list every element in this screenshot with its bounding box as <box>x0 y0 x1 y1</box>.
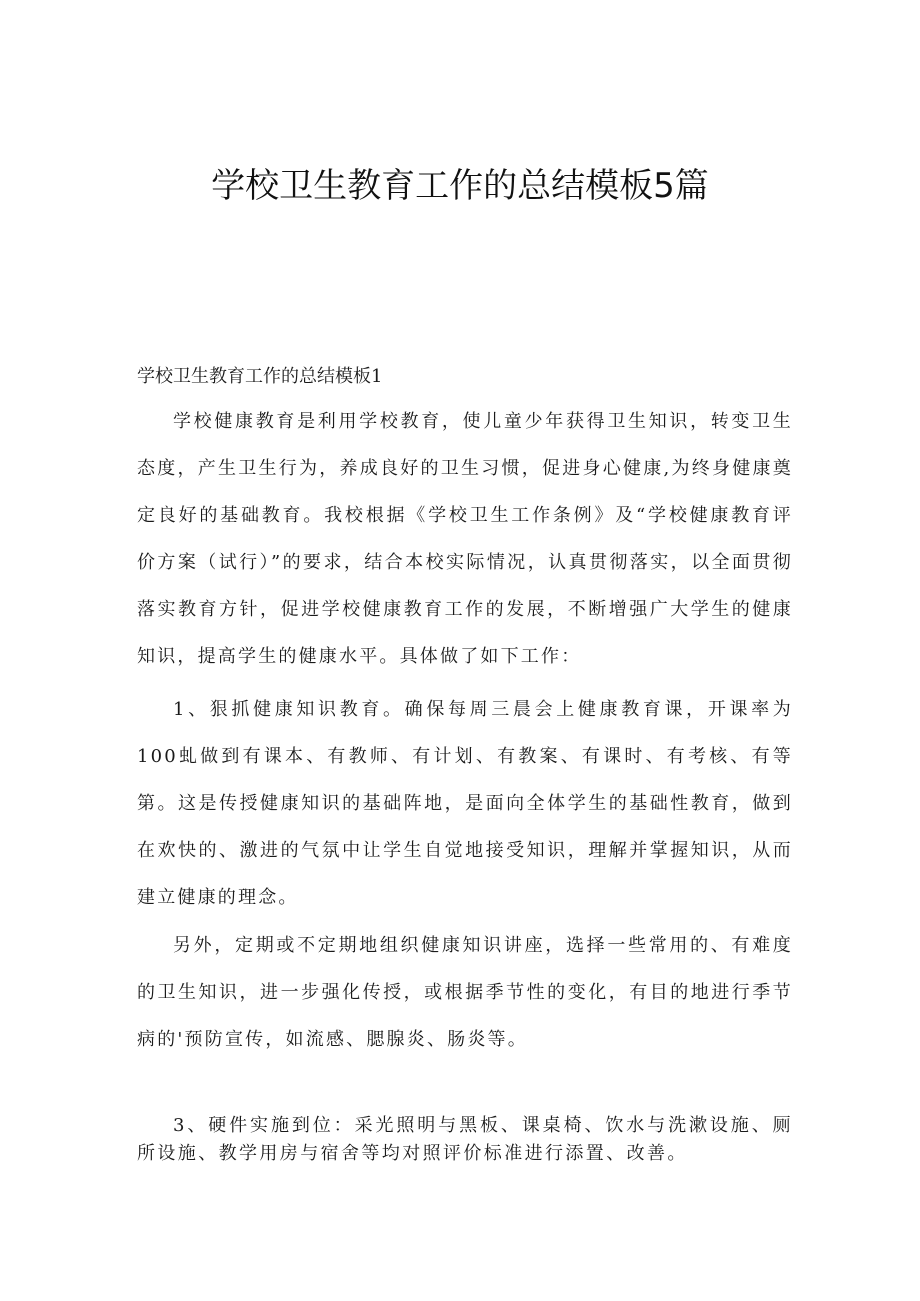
body-paragraph: 学校健康教育是利用学校教育，使儿童少年获得卫生知识，转变卫生态度，产生卫生行为，养成良好的卫生习惯，促进身心健康,为终身健康奠定良好的基础教育。我校根据《学校卫生工作条例》及“学校健康教育评价方案（试行）”的要求，结合本校实际情况，认真贯彻落实，以全面贯彻落实教育方针，促进学校健康教育工作的发展，不断增强广大学生的健康知识，提高学生的健康水平。具体做了如下工作： <box>137 411 793 667</box>
body-paragraph: 另外，定期或不定期地组织健康知识讲座，选择一些常用的、有难度的卫生知识，进一步强化传授，或根据季节性的变化，有目的地进行季节病的'预防宣传，如流感、腮腺炎、肠炎等。 <box>137 935 793 1050</box>
body-paragraph: 3、硬件实施到位：采光照明与黑板、课桌椅、饮水与洗漱设施、厕所设施、教学用房与宿舍等均对照评价标准进行添置、改善。 <box>137 1115 793 1164</box>
document-title: 学校卫生教育工作的总结模板5篇 <box>211 166 709 206</box>
section-heading: 学校卫生教育工作的总结模板1 <box>137 366 383 387</box>
body-paragraph: 1、狠抓健康知识教育。确保每周三晨会上健康教育课，开课率为100虬做到有课本、有教师、有计划、有教案、有课时、有考核、有等第。这是传授健康知识的基础阵地，是面向全体学生的基础性教育，做到在欢快的、激进的气氛中让学生自觉地接受知识，理解并掌握知识，从而建立健康的理念。 <box>137 699 793 908</box>
